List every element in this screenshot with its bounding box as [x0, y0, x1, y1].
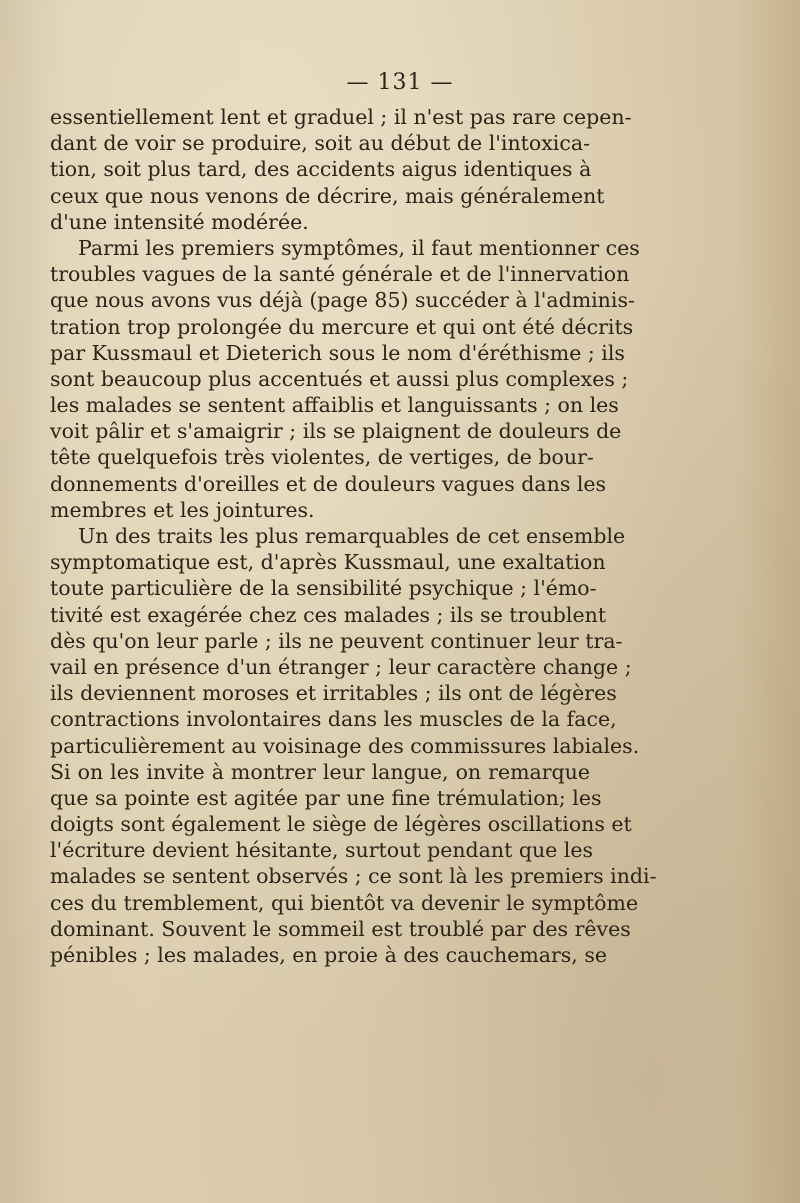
text-line: tivité est exagérée chez ces malades ; ils se troublent: [50, 602, 607, 627]
paragraph-3: [50, 523, 657, 968]
text-line: l'écriture devient hésitante, surtout pendant que les: [50, 838, 594, 863]
text-line: ceux que nous venons de décrire, mais généralement: [50, 183, 605, 208]
text-line: membres et les jointures.: [50, 497, 315, 522]
text-line: symptomatique est, d'après Kussmaul, une exaltation: [50, 550, 606, 575]
text-line: dant de voir se produire, soit au début de l'intoxica-: [50, 131, 590, 156]
text-line: ces du tremblement, qui bientôt va devenir le symptôme: [50, 890, 639, 915]
text-line: d'une intensité modérée.: [50, 209, 309, 234]
paragraph-2: [50, 235, 640, 523]
text-line: tion, soit plus tard, des accidents aigus identiques à: [50, 157, 592, 182]
text-line: tête quelquefois très violentes, de vertiges, de bour-: [50, 445, 594, 470]
text-line: Si on les invite à montrer leur langue, on remarque: [50, 759, 590, 784]
text-line: ils deviennent moroses et irritables ; ils ont de légères: [50, 681, 617, 706]
text-line: troubles vagues de la santé générale et de l'innervation: [50, 262, 630, 287]
text-line: pénibles ; les malades, en proie à des cauchemars, se: [50, 943, 607, 967]
text-line: essentiellement lent et graduel ; il n'est pas rare cepen-: [50, 105, 632, 129]
text-line: dès qu'on leur parle ; ils ne peuvent continuer leur tra-: [50, 628, 623, 653]
text-line: que nous avons vus déjà (page 85) succéder à l'adminis-: [50, 288, 635, 313]
paragraph-1: [50, 104, 632, 235]
text-line: voit pâlir et s'amaigrir ; ils se plaignent de douleurs de: [50, 419, 622, 444]
text-line: Parmi les premiers symptômes, il faut mentionner ces: [78, 235, 640, 260]
text-line: tration trop prolongée du mercure et qui ont été décrits: [50, 314, 634, 339]
text-line: malades se sentent observés ; ce sont là les premiers indi-: [50, 864, 657, 889]
text-line: contractions involontaires dans les muscles de la face,: [50, 707, 617, 732]
text-line: les malades se sentent affaiblis et languissants ; on les: [50, 393, 619, 418]
text-line: dominant. Souvent le sommeil est troublé par des rêves: [50, 916, 631, 941]
text-line: par Kussmaul et Dieterich sous le nom d'éréthisme ; ils: [50, 340, 625, 365]
text-line: vail en présence d'un étranger ; leur caractère change ;: [50, 654, 632, 679]
text-line: que sa pointe est agitée par une fine trémulation; les: [50, 785, 602, 810]
text-line: doigts sont également le siège de légères oscillations et: [50, 812, 632, 837]
text-line: particulièrement au voisinage des commissures labiales.: [50, 733, 640, 758]
body-text: [50, 104, 657, 968]
text-line: Un des traits les plus remarquables de cet ensemble: [78, 524, 626, 548]
page-number: — 131 —: [346, 70, 454, 95]
text-line: donnements d'oreilles et de douleurs vagues dans les: [50, 471, 607, 496]
text-line: sont beaucoup plus accentués et aussi plus complexes ;: [50, 366, 629, 391]
text-line: toute particulière de la sensibilité psychique ; l'émo-: [50, 576, 597, 601]
